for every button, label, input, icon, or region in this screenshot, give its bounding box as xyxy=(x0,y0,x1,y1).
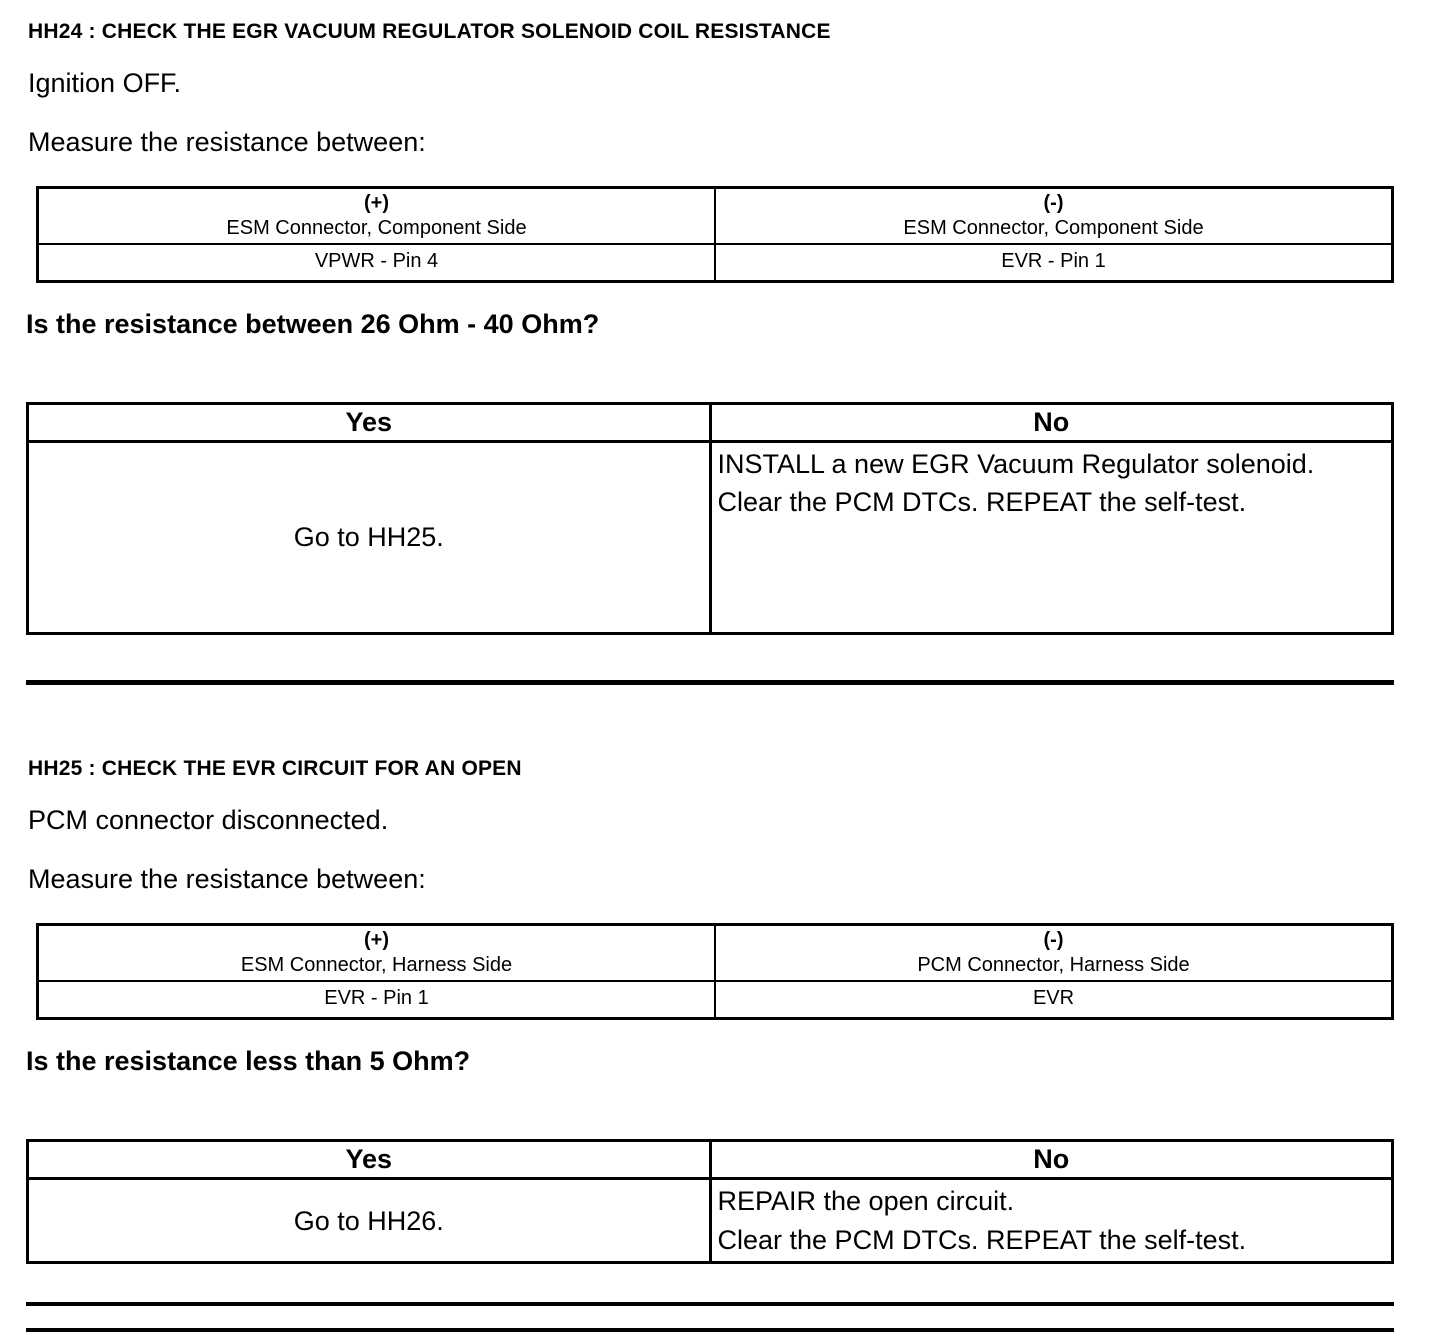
no-action-line: INSTALL a new EGR Vacuum Regulator solenoid. xyxy=(717,449,1315,480)
measurement-value-row xyxy=(38,244,1393,282)
step-heading-hh25: HH25 : CHECK THE EVR CIRCUIT FOR AN OPEN xyxy=(28,757,522,781)
decision-table-hh24 xyxy=(26,402,1394,635)
plus-header-cell xyxy=(38,188,716,245)
minus-pin-value: EVR xyxy=(715,981,1393,1019)
instruction-measure: Measure the resistance between: xyxy=(28,864,426,895)
minus-header-cell xyxy=(715,188,1393,245)
no-action xyxy=(710,442,1393,634)
minus-connector-label: PCM Connector, Harness Side xyxy=(917,954,1190,977)
measurement-table-hh24 xyxy=(36,186,1394,283)
decision-table-hh25 xyxy=(26,1139,1394,1264)
measurement-header-row xyxy=(38,188,1393,245)
plus-header-cell xyxy=(38,925,716,982)
minus-symbol: (-) xyxy=(1043,192,1064,215)
yes-header: Yes xyxy=(28,404,711,442)
yes-header: Yes xyxy=(28,1141,711,1179)
minus-pin-value: EVR - Pin 1 xyxy=(715,244,1393,282)
minus-connector-label: ESM Connector, Component Side xyxy=(903,217,1204,240)
no-header: No xyxy=(710,404,1393,442)
decision-question-hh24: Is the resistance between 26 Ohm - 40 Ohm? xyxy=(26,309,600,340)
measurement-value-row xyxy=(38,981,1393,1019)
measurement-table-hh25 xyxy=(36,923,1394,1020)
decision-action-row xyxy=(28,1179,1393,1263)
measurement-header-row xyxy=(38,925,1393,982)
instruction-measure: Measure the resistance between: xyxy=(28,127,426,158)
instruction-ignition: Ignition OFF. xyxy=(28,68,182,98)
minus-symbol: (-) xyxy=(1043,929,1064,952)
no-action-line: Clear the PCM DTCs. REPEAT the self-test. xyxy=(717,487,1247,518)
no-action xyxy=(710,1179,1393,1263)
plus-symbol: (+) xyxy=(364,929,389,952)
plus-connector-label: ESM Connector, Harness Side xyxy=(240,954,513,977)
decision-header-row xyxy=(28,1141,1393,1179)
decision-question-hh25: Is the resistance less than 5 Ohm? xyxy=(26,1046,471,1077)
minus-header-cell xyxy=(715,925,1393,982)
plus-pin-value: EVR - Pin 1 xyxy=(38,981,716,1019)
plus-pin-value: VPWR - Pin 4 xyxy=(38,244,716,282)
section-gap xyxy=(26,685,1394,757)
yes-action: Go to HH25. xyxy=(28,442,711,634)
bottom-divider-line xyxy=(26,1328,1394,1332)
plus-connector-label: ESM Connector, Component Side xyxy=(226,217,527,240)
test-step-hh24 xyxy=(26,20,1394,635)
yes-action: Go to HH26. xyxy=(28,1179,711,1263)
decision-header-row xyxy=(28,404,1393,442)
decision-action-row xyxy=(28,442,1393,634)
no-header: No xyxy=(710,1141,1393,1179)
instruction-pcm-disconnected: PCM connector disconnected. xyxy=(28,805,389,836)
no-action-line: Clear the PCM DTCs. REPEAT the self-test. xyxy=(717,1224,1247,1255)
bottom-divider-line xyxy=(26,1302,1394,1306)
step-heading-hh24: HH24 : CHECK THE EGR VACUUM REGULATOR SOLENOID COIL RESISTANCE xyxy=(28,20,831,43)
plus-symbol: (+) xyxy=(364,192,389,215)
no-action-line: REPAIR the open circuit. xyxy=(717,1186,1015,1217)
test-step-hh25 xyxy=(26,757,1394,1264)
